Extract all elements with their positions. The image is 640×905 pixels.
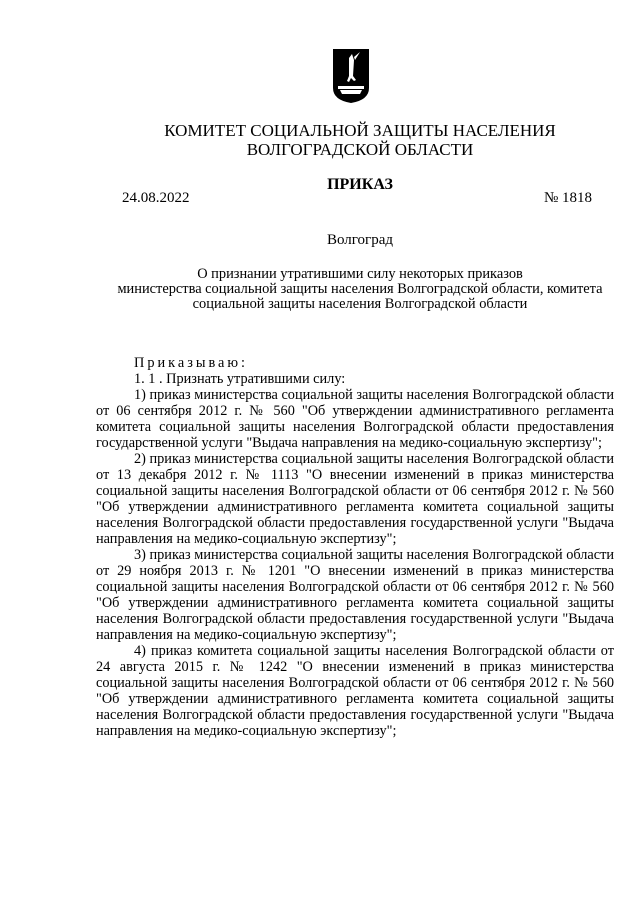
document-type-title: ПРИКАЗ — [327, 176, 393, 193]
coat-of-arms-icon — [332, 48, 370, 104]
city-name: Волгоград — [326, 232, 393, 248]
document-number: № 1818 — [544, 190, 593, 206]
list-item: 2) приказ министерства социальной защиты населения Волгоградской области от 13 декабря 2012 г. № 1113 "О внесении изменений в приказ министерства социальной защиты населения Волгоградской области от 06 сентября 2012 г. № 560 "Об утверждении административного регламента комитета социальной защиты населения Волгоградской области предоставления государственной услуги "Выдача направления на медико-социальную экспертизу"; — [96, 451, 614, 547]
list-item: 4) приказ комитета социальной защиты населения Волгоградской области от 24 августа 2015 г. № 1242 "О внесении изменений в приказ министерства социальной защиты населения Волгоградской области от 06 сентября 2012 г. № 560 "Об утверждении административного регламента комитета социальной защиты населения Волгоградской области предоставления государственной услуги "Выдача направления на медико-социальную экспертизу"; — [96, 643, 614, 739]
clause-heading: 1. 1 . Признать утратившими силу: — [134, 371, 346, 387]
document-body — [96, 355, 614, 739]
subject-line-1: О признании утратившими силу некоторых приказов — [197, 266, 523, 282]
organization-name-line-1: КОМИТЕТ СОЦИАЛЬНОЙ ЗАЩИТЫ НАСЕЛЕНИЯ — [164, 121, 556, 140]
order-word: Приказываю: — [134, 355, 249, 371]
subject-line-3: социальной защиты населения Волгоградской области — [192, 296, 528, 312]
subject-line-2: министерства социальной защиты населения Волгоградской области, комитета — [117, 281, 603, 297]
list-item: 3) приказ министерства социальной защиты населения Волгоградской области от 29 ноября 2013 г. № 1201 "О внесении изменений в приказ министерства социальной защиты населения Волгоградской области от 06 сентября 2012 г. № 560 "Об утверждении административного регламента комитета социальной защиты населения Волгоградской области предоставления государственной услуги "Выдача направления на медико-социальную экспертизу"; — [96, 547, 614, 643]
document-subject — [60, 267, 640, 312]
document-date: 24.08.2022 — [122, 190, 190, 206]
list-item: 1) приказ министерства социальной защиты населения Волгоградской области от 06 сентября 2012 г. № 560 "Об утверждении административного регламента комитета социальной защиты населения Волгоградской области предоставления государственной услуги "Выдача направления на медико-социальную экспертизу"; — [96, 387, 614, 451]
organization-name-line-2: ВОЛГОГРАДСКОЙ ОБЛАСТИ — [246, 140, 474, 159]
